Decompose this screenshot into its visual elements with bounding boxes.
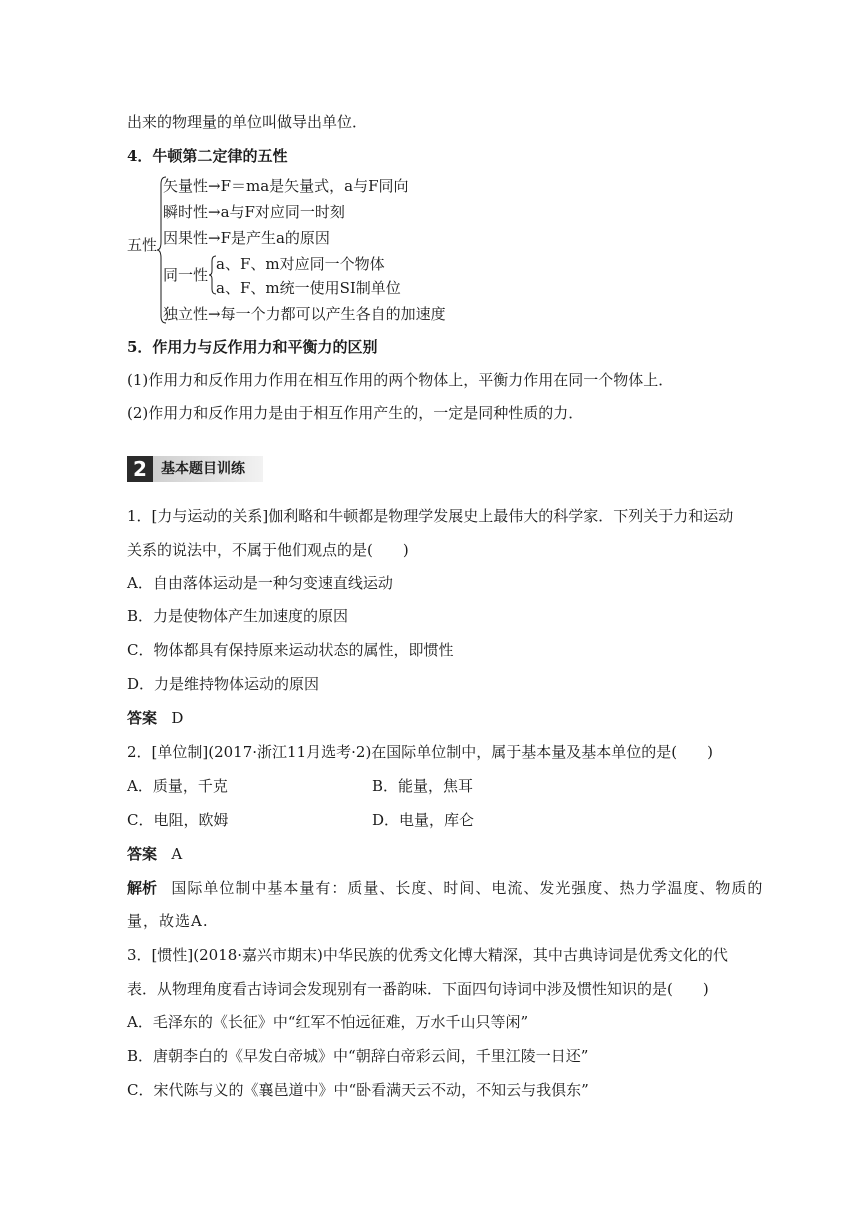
section-number-badge: 2 [127, 456, 153, 482]
q3-option-c: C．宋代陈与义的《襄邑道中》中“卧看满天云不动，不知云与我俱东” [127, 1081, 589, 1099]
section5-heading: 5．作用力与反作用力和平衡力的区别 [127, 338, 378, 356]
five-properties-label: 五性 [127, 236, 158, 254]
q1-stem-line-1: 1．[力与运动的关系]伽利略和牛顿都是物理学发展史上最伟大的科学家．下列关于力和运动 [127, 507, 734, 525]
section-title: 基本题目训练 [153, 456, 263, 482]
q1-answer-value: D [171, 709, 184, 727]
intro-line: 出来的物理量的单位叫做导出单位． [127, 113, 368, 131]
q2-analysis [127, 878, 763, 898]
q2-stem: 2．[单位制](2017·浙江11月选考·2)在国际单位制中，属于基本量及基本单位的是( ) [127, 743, 713, 761]
five-properties-diagram [127, 176, 627, 326]
q1-option-d: D．力是维持物体运动的原因 [127, 675, 320, 693]
q2-option-d: D．电量，库仑 [372, 811, 475, 829]
sameness-item-2: a、F、m统一使用SI制单位 [216, 279, 401, 297]
q3-stem-line-1: 3．[惯性](2018·嘉兴市期末)中华民族的优秀文化博大精深，其中古典诗词是优秀文化的代 [127, 946, 728, 964]
property-instantaneous: 瞬时性→a与F对应同一时刻 [163, 203, 345, 221]
q1-option-a: A．自由落体运动是一种匀变速直线运动 [127, 574, 393, 592]
section5-paragraph-2: (2)作用力和反作用力是由于相互作用产生的，一定是同种性质的力． [127, 404, 584, 422]
q1-option-c: C．物体都具有保持原来运动状态的属性，即惯性 [127, 641, 454, 659]
q2-option-b: B．能量，焦耳 [372, 777, 474, 795]
q1-option-b: B．力是使物体产生加速度的原因 [127, 607, 349, 625]
q2-answer-label: 答案 [127, 845, 158, 863]
q2-answer-value: A [171, 845, 183, 863]
sameness-item-1: a、F、m对应同一个物体 [216, 255, 385, 273]
q2-analysis-text: 国际单位制中基本量有：质量、长度、时间、电流、发光强度、热力学温度、物质的 [171, 879, 764, 897]
q2-answer [127, 844, 182, 864]
property-independence: 独立性→每一个力都可以产生各自的加速度 [163, 305, 446, 323]
q2-option-a: A．质量，千克 [127, 777, 228, 795]
q3-option-a: A．毛泽东的《长征》中“红军不怕远征难，万水千山只等闲” [127, 1013, 529, 1031]
q1-stem-line-2: 关系的说法中，不属于他们观点的是( ) [127, 541, 409, 559]
q1-answer-label: 答案 [127, 709, 158, 727]
property-sameness-label: 同一性 [163, 266, 209, 284]
property-vector: 矢量性→F＝ma是矢量式，a与F同向 [163, 177, 409, 195]
property-causality: 因果性→F是产生a的原因 [163, 229, 330, 247]
section-banner [127, 456, 263, 482]
q3-option-b: B．唐朝李白的《早发白帝城》中“朝辞白帝彩云间，千里江陵一日还” [127, 1047, 589, 1065]
q3-stem-line-2: 表．从物理角度看古诗词会发现别有一番韵味．下面四句诗词中涉及惯性知识的是( ) [127, 980, 709, 998]
section5-paragraph-1: (1)作用力和反作用力作用在相互作用的两个物体上，平衡力作用在同一个物体上． [127, 371, 674, 389]
q1-answer [127, 708, 183, 728]
q2-analysis-line-2: 量，故选A. [127, 912, 209, 930]
section4-heading: 4．牛顿第二定律的五性 [127, 147, 288, 165]
q2-option-c: C．电阻，欧姆 [127, 811, 229, 829]
left-brace-icon [157, 176, 167, 324]
q2-analysis-label: 解析 [127, 879, 158, 897]
